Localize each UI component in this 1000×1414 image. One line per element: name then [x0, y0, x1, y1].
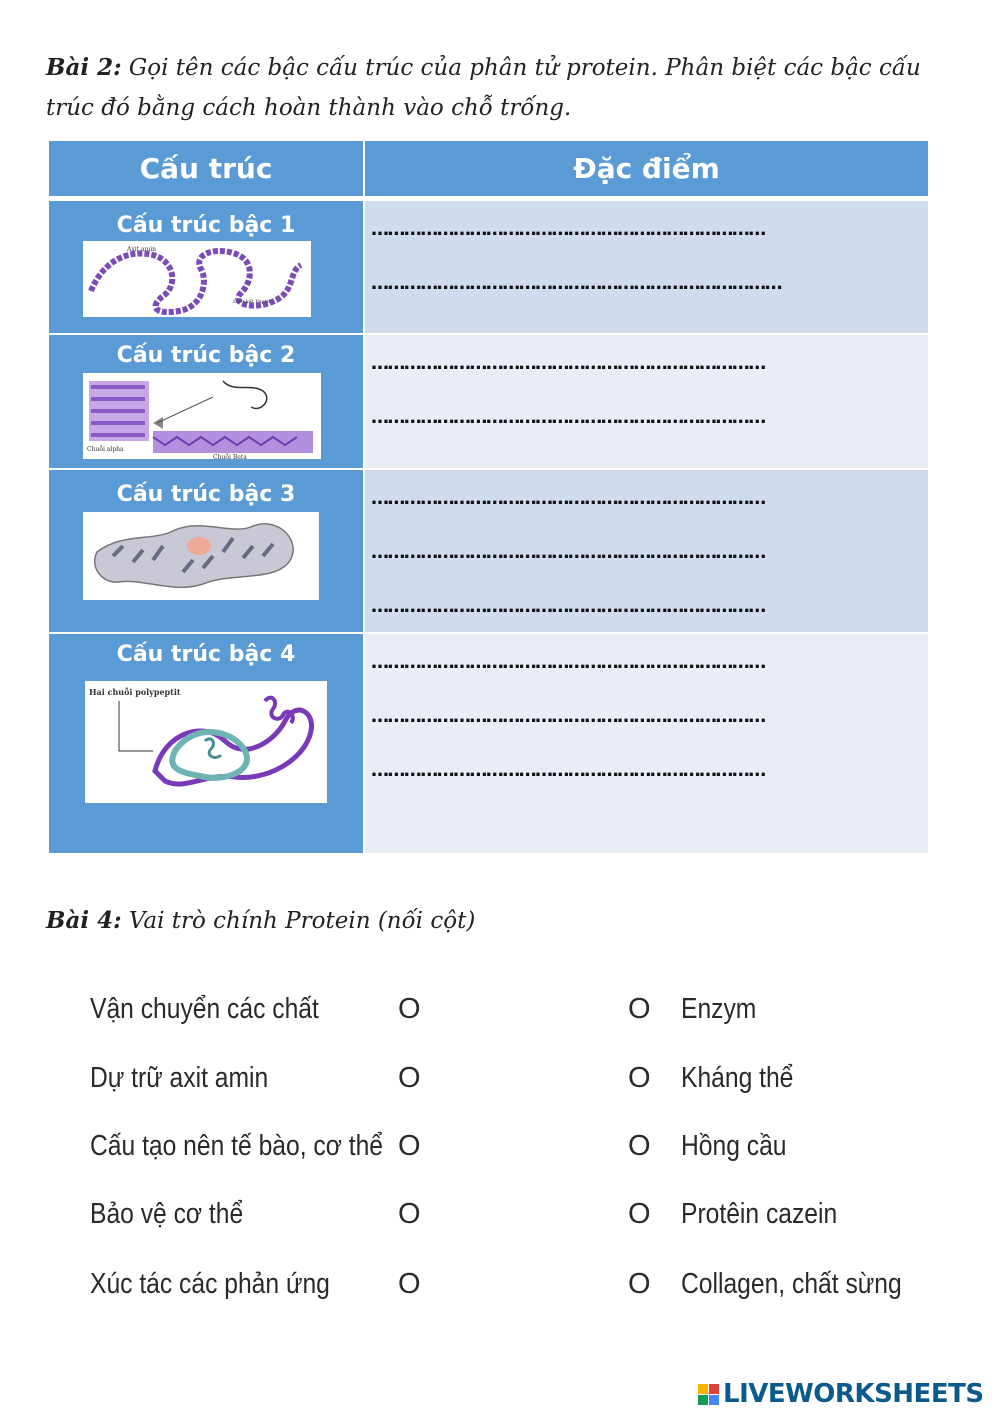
answer-blank[interactable]: ……………………………………………………………… [371, 652, 765, 673]
liveworksheets-logo [698, 1378, 984, 1410]
structure-title: Cấu trúc bậc 2 [116, 343, 296, 368]
match-row [0, 1260, 1000, 1310]
exercise-4-instructions: Vai trò chính Protein (nối cột) [121, 908, 476, 934]
exercise-2-instructions: Gọi tên các bậc cấu trúc của phân tử protein. Phân biệt các bậc cấu trúc đó bằng cách hoàn thành vào chỗ trống. [46, 55, 921, 121]
structure-title: Cấu trúc bậc 4 [116, 642, 296, 667]
image-label: Hai chuỗi polypeptit [89, 687, 181, 697]
logo-square [709, 1395, 719, 1405]
match-right-item: Kháng thể [681, 1062, 794, 1094]
match-right-dot[interactable]: O [628, 1268, 651, 1300]
table-row [49, 201, 928, 333]
match-row [0, 1054, 1000, 1104]
liveworksheets-mark-icon [698, 1384, 719, 1405]
match-row [0, 1190, 1000, 1240]
answer-blank[interactable]: ……………………………………………………………… [371, 596, 765, 617]
exercise-2-label: Bài 2: [46, 54, 122, 81]
match-row [0, 985, 1000, 1035]
match-right-dot[interactable]: O [628, 1130, 651, 1162]
table-row [49, 634, 928, 853]
match-left-dot[interactable]: O [398, 1130, 421, 1162]
liveworksheets-wordmark: LIVEWORKSHEETS [723, 1379, 984, 1409]
structure-table [49, 141, 928, 853]
match-left-dot[interactable]: O [398, 1062, 421, 1094]
logo-square [698, 1384, 708, 1394]
characteristics-cell[interactable] [365, 470, 928, 632]
exercise-2-heading [46, 48, 946, 128]
match-right-dot[interactable]: O [628, 1062, 651, 1094]
table-row [49, 470, 928, 632]
structure-cell [49, 470, 363, 632]
exercise-4-heading [46, 907, 475, 934]
answer-blank[interactable]: ……………………………………………………………… [371, 488, 765, 509]
answer-blank[interactable]: ………………………………………………………………… [371, 273, 782, 294]
structure-cell [49, 335, 363, 468]
match-row [0, 1122, 1000, 1172]
exercise-4-label: Bài 4: [46, 907, 122, 934]
image-label: Chuỗi alpha [87, 446, 124, 453]
answer-blank[interactable]: ……………………………………………………………… [371, 353, 765, 374]
characteristics-cell[interactable] [365, 335, 928, 468]
match-right-item: Protêin cazein [681, 1198, 838, 1230]
match-left-item: Bảo vệ cơ thể [90, 1198, 244, 1230]
answer-blank[interactable]: ……………………………………………………………… [371, 407, 765, 428]
quaternary-structure-image [85, 681, 327, 803]
answer-blank[interactable]: ……………………………………………………………… [371, 760, 765, 781]
match-right-dot[interactable]: O [628, 1198, 651, 1230]
structure-title: Cấu trúc bậc 1 [116, 213, 296, 238]
match-left-item: Vận chuyển các chất [90, 993, 319, 1025]
match-left-dot[interactable]: O [398, 1198, 421, 1230]
structure-title: Cấu trúc bậc 3 [116, 482, 296, 507]
structure-cell [49, 201, 363, 333]
match-right-item: Hồng cầu [681, 1130, 787, 1162]
match-left-dot[interactable]: O [398, 1268, 421, 1300]
table-row [49, 335, 928, 468]
match-left-item: Xúc tác các phản ứng [90, 1268, 330, 1300]
match-right-dot[interactable]: O [628, 993, 651, 1025]
characteristics-cell[interactable] [365, 634, 928, 853]
primary-structure-image [83, 241, 311, 317]
structure-cell [49, 634, 363, 853]
tertiary-structure-image [83, 512, 319, 600]
match-left-dot[interactable]: O [398, 993, 421, 1025]
match-left-item: Dự trữ axit amin [90, 1062, 269, 1094]
answer-blank[interactable]: ……………………………………………………………… [371, 219, 765, 240]
match-left-item: Cấu tạo nên tế bào, cơ thể [90, 1130, 383, 1162]
match-right-item: Collagen, chất sừng [681, 1268, 902, 1300]
image-label: Liên kết Peptit [233, 299, 271, 305]
logo-square [709, 1384, 719, 1394]
match-right-item: Enzym [681, 993, 757, 1025]
answer-blank[interactable]: ……………………………………………………………… [371, 542, 765, 563]
image-label: Chuỗi Beta [213, 454, 247, 459]
answer-blank[interactable]: ……………………………………………………………… [371, 706, 765, 727]
logo-square [698, 1395, 708, 1405]
characteristics-cell[interactable] [365, 201, 928, 333]
secondary-structure-image [83, 373, 321, 459]
header-structure: Cấu trúc [49, 141, 363, 196]
header-characteristics: Đặc điểm [365, 141, 928, 196]
image-label: Axit amin [127, 246, 157, 253]
